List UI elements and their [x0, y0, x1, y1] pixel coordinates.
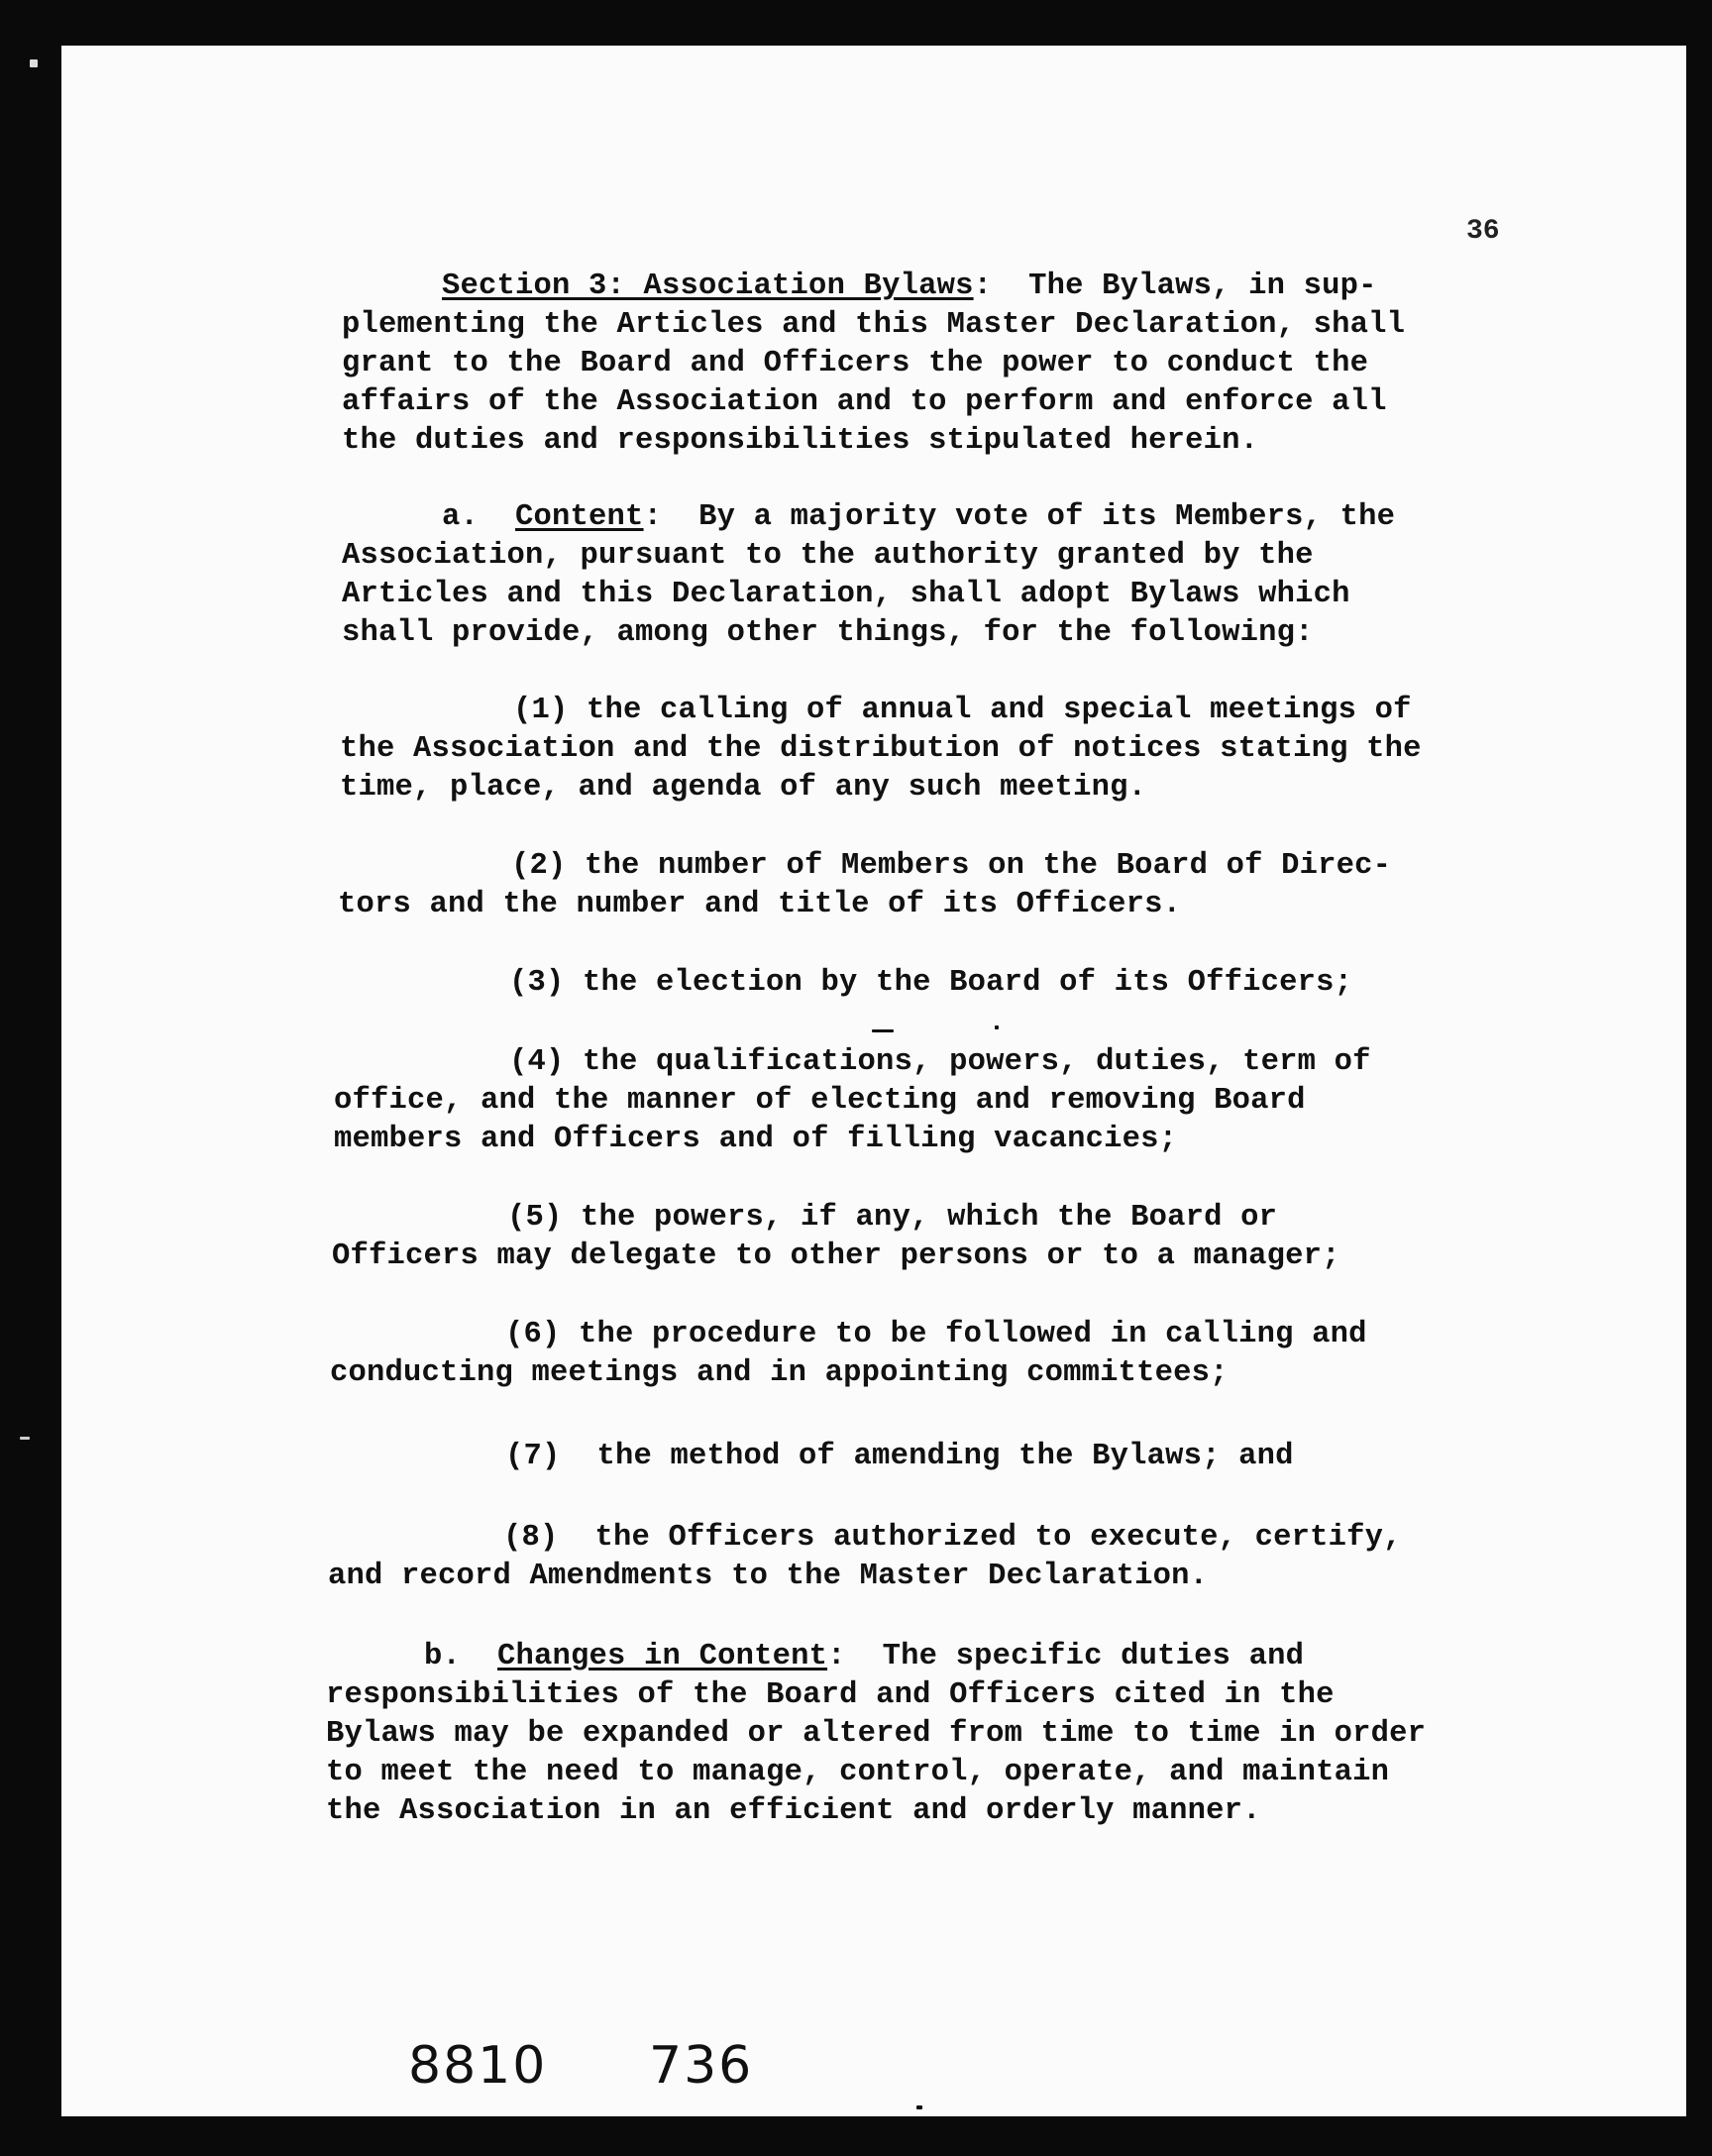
item-1-line-1: (1) the calling of annual and special meetings of	[513, 694, 1412, 727]
item-6-line-2: conducting meetings and in appointing committees;	[330, 1356, 1229, 1390]
item-2-line-1: (2) the number of Members on the Board of Direc-	[511, 849, 1392, 883]
changes-line-2: responsibilities of the Board and Officers cited in the	[326, 1678, 1335, 1712]
changes-line-5: the Association in an efficient and orderly manner.	[326, 1794, 1261, 1828]
item-5-line-2: Officers may delegate to other persons or to a manager;	[332, 1240, 1340, 1273]
section3-line-1	[442, 270, 1377, 303]
scan-speck	[916, 2105, 922, 2109]
item-5-line-1: (5) the powers, if any, which the Board or	[507, 1201, 1278, 1235]
content-line-2: Association, pursuant to the authority granted by the	[342, 539, 1314, 573]
changes-line-4: to meet the need to manage, control, operate, and maintain	[326, 1756, 1390, 1789]
item-3-line-1: (3) the election by the Board of its Officers;	[509, 966, 1353, 1000]
section3-line-2: plementing the Articles and this Master Declaration, shall	[342, 308, 1406, 342]
section3-line-4: affairs of the Association and to perform and enforce all	[342, 385, 1387, 419]
item-2-line-2: tors and the number and title of its Officers.	[338, 888, 1182, 921]
section3-heading: Section 3: Association Bylaws	[442, 270, 974, 303]
changes-lead: : The specific duties and	[827, 1640, 1305, 1673]
changes-marker: b.	[424, 1640, 462, 1673]
item-1-line-3: time, place, and agenda of any such meeting.	[340, 771, 1147, 805]
scan-speck	[995, 1025, 999, 1029]
content-marker: a.	[442, 500, 480, 534]
footer-code-2: 736	[649, 2036, 754, 2096]
content-line-1	[442, 500, 1395, 534]
section3-colon: :	[973, 270, 993, 303]
item-4-line-3: members and Officers and of filling vacancies;	[334, 1123, 1178, 1156]
item-1-line-2: the Association and the distribution of notices stating the	[340, 732, 1422, 766]
item-8-line-1: (8) the Officers authorized to execute, certify,	[503, 1521, 1402, 1555]
page-number: 36	[1466, 216, 1500, 247]
item-8-line-2: and record Amendments to the Master Declaration.	[328, 1560, 1209, 1593]
section3-line-3: grant to the Board and Officers the power to conduct the	[342, 347, 1369, 380]
changes-line-3: Bylaws may be expanded or altered from time to time in order	[326, 1717, 1427, 1751]
changes-line-1	[424, 1640, 1304, 1673]
content-line-3: Articles and this Declaration, shall adopt Bylaws which	[342, 578, 1350, 611]
content-lead: : By a majority vote of its Members, the	[643, 500, 1396, 534]
section3-text: The Bylaws, in sup-	[1028, 270, 1377, 303]
footer-code-1: 8810	[408, 2036, 548, 2096]
changes-heading: Changes in Content	[497, 1640, 828, 1673]
scan-speck	[20, 1437, 30, 1440]
item-4-line-1: (4) the qualifications, powers, duties, term of	[509, 1045, 1371, 1079]
scan-speck	[872, 1029, 894, 1032]
section3-line-5: the duties and responsibilities stipulated herein.	[342, 424, 1259, 458]
item-7-line-1: (7) the method of amending the Bylaws; and	[505, 1440, 1294, 1473]
item-6-line-1: (6) the procedure to be followed in calling and	[505, 1318, 1367, 1351]
scan-speck	[30, 59, 38, 67]
content-line-4: shall provide, among other things, for the following:	[342, 616, 1314, 650]
content-heading: Content	[515, 500, 644, 534]
item-4-line-2: office, and the manner of electing and removing Board	[334, 1084, 1306, 1118]
